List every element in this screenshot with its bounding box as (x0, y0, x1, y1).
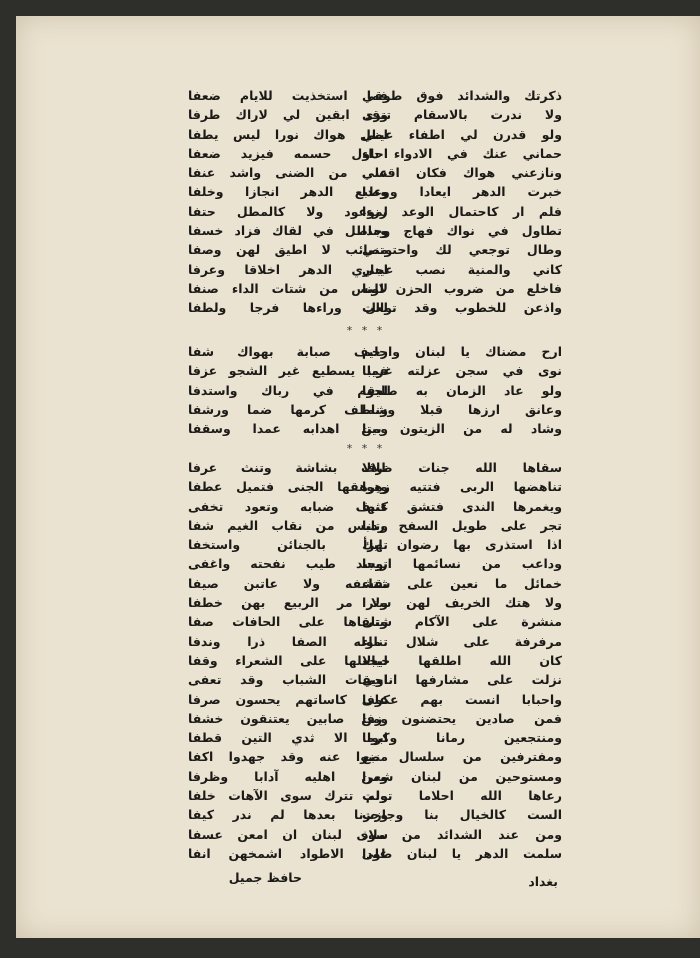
stanza-3-right-column (362, 458, 562, 863)
verse-line: حماني عنك في الادواء داء (362, 145, 562, 161)
verse-line: تطاول في نواك فهاج وجدا (362, 223, 562, 239)
verse-line: الست كالخيال بنا وجازت (362, 807, 562, 823)
verse-line: سقاها الله جنات ظلالا (362, 460, 562, 475)
verse-line: ليجعلها على الشعراء وقفا (188, 652, 388, 668)
verse-line: علي من الضنى واشد عنفا (188, 165, 388, 181)
verse-line: توسد طيب نفحته واغفى (188, 556, 388, 572)
stanza-1-left-column (188, 86, 388, 318)
author-signature: حافظ جميل (228, 870, 302, 885)
verse-line: وتلبس من نقاب الغيم شفا (188, 517, 388, 533)
verse-line: فما يسطيع غير الشجو عزفا (188, 363, 388, 379)
verse-line: خبرت الدهر ايعادا ووعدا (362, 184, 562, 200)
stanza-2-left-column (188, 342, 388, 438)
verse-line: كثيف ضبابه وتعود تخفى (188, 498, 388, 514)
verse-line: منشرة على الآكام شتى (362, 614, 562, 630)
verse-line: نزلت على مشارفها اناجي (362, 672, 562, 688)
verse-line: نوى في سجن عزلته غريبا (362, 363, 562, 379)
verse-line: ومن عند الشدائد من ملاذ (362, 826, 562, 842)
verse-line: ومستوحين من لبنان شعرا (362, 768, 562, 784)
verse-line: تهزأ بالجنائن واستخفا (188, 537, 388, 553)
verse-line: على الاطواد اشمخهن انفا (188, 845, 388, 861)
verse-line: اجاري الدهر اخلاقا وعرفا (188, 261, 388, 277)
verse-line: تناوله الصفا ذرا وندفا (188, 633, 388, 649)
verse-line: وعانق ارزها قبلا وشما (362, 401, 562, 417)
verse-line: لظل هواك نورا ليس يطفا (188, 126, 388, 142)
verse-line: على كاساتهم يحسون صرفا (188, 691, 388, 707)
verse-line: ولا ندرت بالاسقام تترى (362, 107, 562, 123)
verse-line: ونازعني هواك فكان اقسى (362, 165, 562, 181)
verse-line: ذكرتك والشدائد فوق طوقي (362, 88, 562, 103)
stanza-2-right-column (362, 342, 562, 438)
verse-line: اويقات الشباب وقد تعفى (188, 672, 388, 688)
verse-line: مضوا عنه وقد جهدوا اكفا (188, 749, 388, 765)
verse-line: سوى لبنان ان امعن عسفا (188, 826, 388, 842)
verse-line: ومفترفين من سلسال نبع (362, 749, 562, 765)
stanza-separator: * * * (346, 442, 386, 455)
verse-line: تناهضها الربى فتتيه زهوا (362, 479, 562, 495)
stanza-separator: * * * (346, 324, 386, 337)
verse-line: رعاها الله احلاما تولت (362, 788, 562, 804)
verse-line: ويرهقها الجنى فتميل عطفا (188, 479, 388, 495)
verse-line: وماطل في لقاك فزاد خسفا (188, 223, 388, 239)
verse-line: ولو عاد الزمان به طليقا (362, 382, 562, 398)
place-signature: بغداد (528, 874, 558, 889)
verse-line: وشاد له من الزيتون بيتا (362, 421, 562, 437)
verse-line: لموعود ولا كالمطل حتفا (188, 203, 388, 219)
verse-line: كاني والمنية نصب عيني (362, 261, 562, 277)
verse-line: ولم تترك سوى الآهات خلفا (188, 788, 388, 804)
verse-line: واحبابا انست بهم عكوفا (362, 691, 562, 707)
verse-line: ويغمرها الندى فتشق عنها (362, 498, 562, 514)
verse-line: ابوا الا ثدي التين قطفا (188, 730, 388, 746)
verse-line: وجزنا بعدها لم ندر كيفا (188, 807, 388, 823)
verse-line: لحوم في رباك واستدفا (188, 382, 388, 398)
verse-line: احاول حسمه فيزيد ضعفا (188, 145, 388, 161)
verse-line: وطبع الدهر انجازا وخلفا (188, 184, 388, 200)
verse-line: تجر على طويل السفح ردنا (362, 517, 562, 533)
verse-line: فمن صادين يحتضنون زفا (362, 710, 562, 726)
verse-line: واذعن للخطوب وقد توالت (362, 300, 562, 316)
verse-line: وطال توجعي لك واحتوتني (362, 242, 562, 258)
verse-line: خمائل ما نعين على شتاء (362, 575, 562, 591)
verse-line: فاخلع من ضروب الحزن لونا (362, 280, 562, 296)
stanza-1-right-column (362, 86, 562, 318)
magazine-page (16, 16, 700, 938)
verse-line: وناطف كرمها ضما ورشفا (188, 401, 388, 417)
verse-line: سلمت الدهر يا لبنان طودا (362, 845, 562, 861)
verse-line: ترف بشاشة وتنث عرفا (188, 460, 388, 475)
verse-line: ومن صابين يعتنقون خشفا (188, 710, 388, 726)
verse-line: تقشفه ولا عاتبن صيفا (188, 575, 388, 591)
verse-line: فما استخذيت للايام ضعفا (188, 88, 388, 103)
verse-line: اذا استذرى بها رضوان ايك (362, 537, 562, 553)
verse-line: وداعب من نسائمها اريجا (362, 556, 562, 572)
stanza-3-left-column (188, 458, 388, 863)
verse-line: ومن اهدابه عمدا وسقفا (188, 421, 388, 437)
verse-line: ارح مضناك يا لبنان وارحم (362, 344, 562, 359)
verse-line: لعل وراءها فرجا ولطفا (188, 300, 388, 316)
verse-line: ولو قدرن لي اطفاء عيني (362, 126, 562, 142)
verse-line: كان الله اطلقها خيالا (362, 652, 562, 668)
verse-line: ولا مر الربيع بهن خطفا (188, 595, 388, 611)
verse-line: ولا هتك الخريف لهن سترا (362, 595, 562, 611)
verse-line: وقد ابقين لي لاراك طرفا (188, 107, 388, 123)
verse-line: وتلقاها على الحافات صفا (188, 614, 388, 630)
verse-line: فلم ار كاحتمال الوعد رزءا (362, 203, 562, 219)
verse-line: ومنتجعين رمانا وكرما (362, 730, 562, 746)
verse-line: مرفرفة على شلال ماء (362, 633, 562, 649)
verse-line: حليف صبابة بهواك شفا (188, 344, 388, 359)
verse-line: لالبس من شتات الداء صنفا (188, 280, 388, 296)
verse-line: مصائب لا اطيق لهن وصفا (188, 242, 388, 258)
verse-line: ومن اهليه آدابا وظرفا (188, 768, 388, 784)
